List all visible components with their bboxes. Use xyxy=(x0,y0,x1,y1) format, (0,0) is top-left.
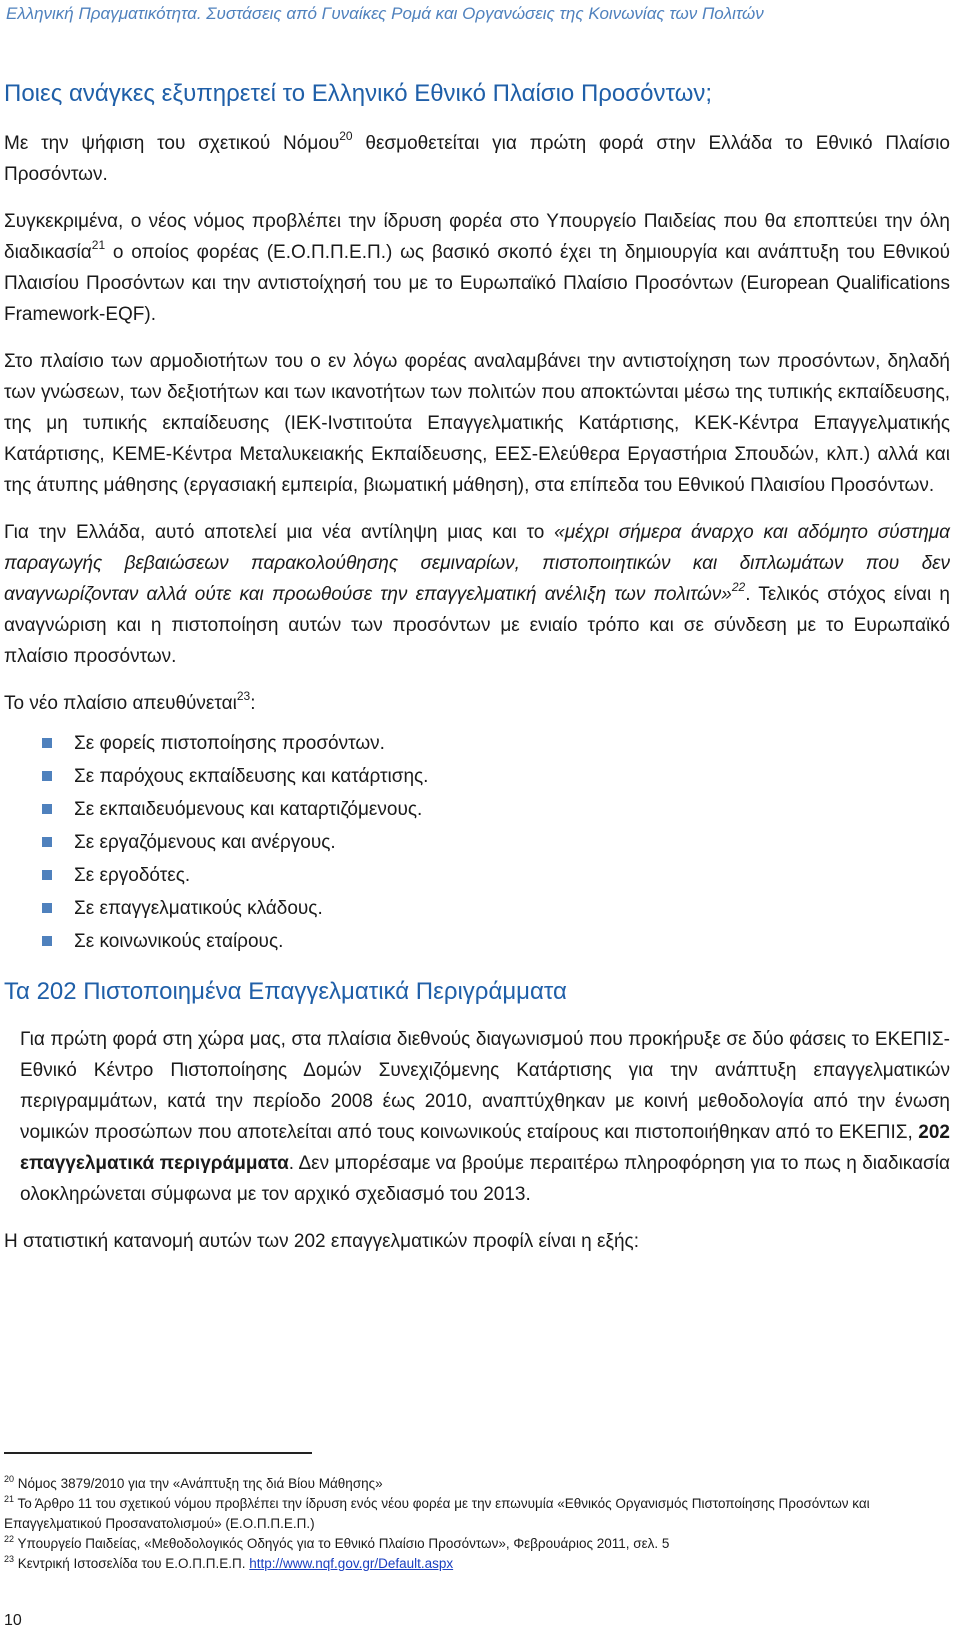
footnote-20 xyxy=(4,1474,954,1494)
section-heading-certified-profiles: Τα 202 Πιστοποιημένα Επαγγελματικά Περιγράμματα xyxy=(4,978,567,1005)
list-item xyxy=(42,925,954,958)
bold-text: 202 επαγγελματικά περιγράμματα xyxy=(20,1122,950,1174)
list-item-text: Σε φορείς πιστοποίησης προσόντων. xyxy=(74,733,385,754)
text-span: Το νέο πλαίσιο απευθύνεται xyxy=(4,693,237,714)
square-bullet-icon xyxy=(42,738,52,748)
text-span: . Δεν μπορέσαμε να βρούμε περαιτέρω πληροφόρηση για το πως η διαδικασία ολοκληρώνεται σύμφωνα με τον αρχικό σχεδιασμό του 2013. xyxy=(20,1153,950,1205)
audience-list xyxy=(4,727,954,958)
section-heading-qualifications-framework: Ποιες ανάγκες εξυπηρετεί το Ελληνικό Εθνικό Πλαίσιο Προσόντων; xyxy=(4,80,712,107)
text-span: : xyxy=(250,693,256,714)
list-item xyxy=(42,826,954,859)
paragraph-certified-profiles xyxy=(4,1024,954,1210)
list-item-text: Σε κοινωνικούς εταίρους. xyxy=(74,931,284,952)
text-span: Για την Ελλάδα, αυτό αποτελεί μια νέα αντίληψη μιας και το xyxy=(4,522,555,543)
list-item-text: Σε παρόχους εκπαίδευσης και κατάρτισης. xyxy=(74,766,429,787)
footnote-ref-23[interactable]: 23 xyxy=(236,688,251,703)
square-bullet-icon xyxy=(42,771,52,781)
footnote-ref-21[interactable]: 21 xyxy=(91,237,106,252)
text-span: Για πρώτη φορά στη χώρα μας, στα πλαίσια διεθνούς διαγωνισμού που προκήρυξε σε δύο φάσεις το ΕΚΕΠΙΣ-Εθνικό Κέντρο Πιστοποίησης Δομών Συνεχιζόμενης Κατάρτισης για την ανάπτυξη επαγγελματικών περιγραμμάτων, κατά την περίοδο 2008 έως 2010, αναπτύχθηκαν με κοινή μεθοδολογία από την ένωση νομικών προσώπων που αποτελείται από τους κοινωνικούς εταίρους και πιστοποιήθηκαν από το ΕΚΕΠΙΣ, xyxy=(20,1029,950,1143)
square-bullet-icon xyxy=(42,870,52,880)
paragraph-responsibilities: Στο πλαίσιο των αρμοδιοτήτων του ο εν λόγω φορέας αναλαμβάνει την αντιστοίχηση των προσόντων, δηλαδή των γνώσεων, των δεξιοτήτων και των ικανοτήτων των πολιτών που αποκτώνται μέσω της τυπικής εκπαίδευσης, της μη τυπικής εκπαίδευσης (ΙΕΚ-Ινστιτούτα Επαγγελματικής Κατάρτισης, ΚΕΚ-Κέντρα Επαγγελματικής Κατάρτισης, ΚΕΜΕ-Κέντρα Μεταλυκειακής Εκπαίδευσης, ΕΕΣ-Ελεύθερα Εργαστήρια Σπουδών, κλπ.) αλλά και της άτυπης μάθησης (εργασιακή εμπειρία, βιωματική μάθηση), στα επίπεδα του Εθνικού Πλαισίου Προσόντων. xyxy=(4,351,950,496)
footnote-22 xyxy=(4,1534,954,1554)
footnote-ref-number: 22 xyxy=(731,579,746,594)
footnote-text: Υπουργείο Παιδείας, «Μεθοδολογικός Οδηγός για το Εθνικό Πλαίσιο Προσόντων», Φεβρουάριος 2011, σελ. 5 xyxy=(14,1536,670,1551)
footnote-23 xyxy=(4,1554,954,1574)
list-item xyxy=(42,727,954,760)
paragraph-law-enactment xyxy=(4,128,954,190)
square-bullet-icon xyxy=(42,903,52,913)
footnote-ref-22[interactable] xyxy=(732,580,745,594)
text-span: ο οποίος φορέας (Ε.Ο.Π.Π.Ε.Π.) ως βασικό σκοπό έχει τη δημιουργία και ανάπτυξη του Εθνικού Πλαισίου Προσόντων και την αντιστοίχησή του με το Ευρωπαϊκό Πλαίσιο Προσόντων (European Qualifications Framework-EQF). xyxy=(4,242,950,325)
page-number: 10 xyxy=(4,1612,22,1629)
text-span: θεσμοθετείται για πρώτη φορά στην Ελλάδα το Εθνικό Πλαίσιο Προσόντων. xyxy=(4,133,950,185)
list-item xyxy=(42,859,954,892)
list-item xyxy=(42,793,954,826)
square-bullet-icon xyxy=(42,804,52,814)
paragraph-greece-perception xyxy=(4,517,954,672)
footnote-number: 20 xyxy=(4,1473,15,1484)
footnote-number: 21 xyxy=(4,1493,15,1504)
list-item-text: Σε επαγγελματικούς κλάδους. xyxy=(74,898,323,919)
footnotes xyxy=(4,1474,954,1574)
list-item-text: Σε εργοδότες. xyxy=(74,865,191,886)
paragraph-statistics-intro: Η στατιστική κατανομή αυτών των 202 επαγγελματικών προφίλ είναι η εξής: xyxy=(4,1231,639,1252)
list-item xyxy=(42,760,954,793)
footnote-divider xyxy=(4,1452,312,1454)
footnote-number: 22 xyxy=(4,1533,15,1544)
quote-text: «μέχρι σήμερα άναρχο και αδόμητο σύστημα παραγωγής βεβαιώσεων παρακολούθησης σεμιναρίων, πιστοποιητικών και διπλωμάτων που δεν αναγνωρίζονταν αλλά ούτε και προωθούσε την επαγγελματική ανέλιξη των πολιτών» xyxy=(4,522,950,605)
text-span: Με την ψήφιση του σχετικού Νόμου xyxy=(4,133,340,154)
list-item xyxy=(42,892,954,925)
footnote-number: 23 xyxy=(4,1553,15,1564)
running-header: Ελληνική Πραγματικότητα. Συστάσεις από Γυναίκες Ρομά και Οργανώσεις της Κοινωνίας των Πολιτών xyxy=(6,4,764,23)
footnote-21 xyxy=(4,1494,954,1534)
list-item-text: Σε εκπαιδευόμενους και καταρτιζόμενους. xyxy=(74,799,423,820)
paragraph-new-body xyxy=(4,206,954,330)
main-content xyxy=(4,80,954,1273)
text-span: . Τελικός στόχος είναι η αναγνώριση και η πιστοποίηση αυτών των προσόντων με ενιαίο τρόπο και σε σύνδεση με το Ευρωπαϊκό πλαίσιο προσόντων. xyxy=(4,584,950,667)
text-span: Συγκεκριμένα, ο νέος νόμος προβλέπει την ίδρυση φορέα στο Υπουργείο Παιδείας που θα εποπτεύει την όλη διαδικασία xyxy=(4,211,950,263)
nqf-website-link[interactable]: http://www.nqf.gov.gr/Default.aspx xyxy=(249,1556,454,1571)
footnote-text: Το Άρθρο 11 του σχετικού νόμου προβλέπει την ίδρυση ενός νέου φορέα με την επωνυμία «Εθνικός Οργανισμός Πιστοποίησης Προσόντων και Επαγγελματικού Προσανατολισμού» (Ε.Ο.Π.Π.Ε.Π.) xyxy=(4,1496,870,1531)
square-bullet-icon xyxy=(42,936,52,946)
footnote-text: Κεντρική Ιστοσελίδα του Ε.Ο.Π.Π.Ε.Π. xyxy=(14,1556,250,1571)
square-bullet-icon xyxy=(42,837,52,847)
footnote-text: Νόμος 3879/2010 για την «Ανάπτυξη της διά Βίου Μάθησης» xyxy=(14,1476,383,1491)
paragraph-audience-intro xyxy=(4,688,954,719)
list-item-text: Σε εργαζόμενους και ανέργους. xyxy=(74,832,336,853)
footnote-ref-20[interactable]: 20 xyxy=(339,128,353,143)
